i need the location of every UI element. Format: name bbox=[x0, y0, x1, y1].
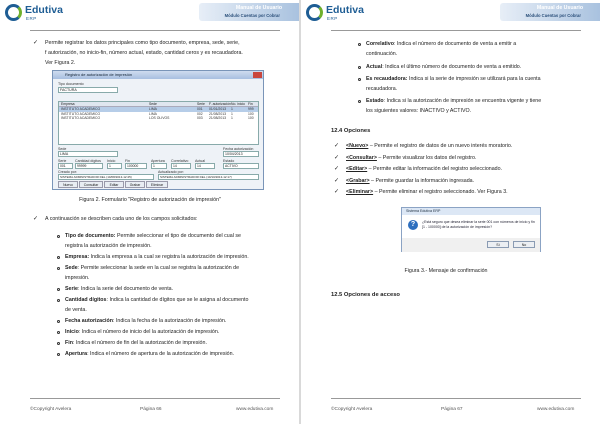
field-name: Correlativo bbox=[366, 41, 394, 47]
table-cell: 999 bbox=[248, 107, 254, 111]
actual-input[interactable]: 14 bbox=[195, 163, 215, 169]
page-67 bbox=[301, 0, 600, 424]
question-icon: ? bbox=[408, 220, 418, 230]
bullet-circle-icon bbox=[57, 353, 60, 356]
serie-input[interactable]: 001 bbox=[58, 163, 73, 169]
table-cell: 1 bbox=[231, 111, 233, 116]
table-cell: 100 bbox=[248, 111, 254, 116]
check-icon: ✓ bbox=[334, 177, 340, 184]
apertura-input[interactable]: 1 bbox=[151, 163, 167, 169]
option-item bbox=[346, 188, 508, 198]
check-icon: ✓ bbox=[334, 143, 340, 149]
table-cell: INSTITUTO ACADEMICO bbox=[61, 116, 101, 120]
actualizado-label: Actualizado por: bbox=[158, 170, 184, 174]
field-description bbox=[366, 107, 471, 117]
eliminar-button[interactable]: Eliminar bbox=[146, 181, 168, 188]
estado-select[interactable]: ACTIVO bbox=[223, 163, 259, 169]
estado-label: Estado bbox=[223, 159, 235, 163]
autorizaciones-table bbox=[58, 101, 259, 145]
table-row[interactable] bbox=[59, 116, 258, 121]
table-cell: 01/01/2013 bbox=[209, 107, 226, 111]
table-cell: 1 bbox=[231, 107, 233, 111]
column-header: Serie bbox=[197, 102, 205, 106]
nuevo-button[interactable]: Nuevo bbox=[58, 181, 78, 188]
banner-subtitle: Módulo Cuentas por Cobrar bbox=[525, 13, 581, 18]
field-text: : Indica el último número de documento de venta a emitido. bbox=[382, 64, 522, 70]
logo-ring-icon bbox=[5, 4, 22, 21]
option-name: <Grabar> bbox=[346, 177, 370, 184]
field-name: Estado bbox=[366, 98, 384, 104]
table-cell: LOS OLIVOS bbox=[149, 116, 170, 120]
field-text: : Indica el número de documento de venta a emitir a bbox=[393, 41, 517, 47]
field-description bbox=[366, 50, 397, 60]
field-text: : Indica el número de fin del la autorización de impresión. bbox=[72, 340, 207, 346]
footer-rule bbox=[331, 398, 581, 399]
field-text: impresión. bbox=[65, 275, 90, 281]
field-text: : Indica la serie del documento de venta. bbox=[77, 286, 174, 292]
footer-copyright: ©Copyright Avelera bbox=[331, 407, 373, 412]
table-cell: 1 bbox=[231, 116, 233, 120]
field-text: los siguientes valores: INACTIVO y ACTIVO. bbox=[366, 108, 472, 114]
footer-website: www.edutiva.com bbox=[537, 407, 575, 412]
bullet-circle-icon bbox=[57, 331, 60, 334]
footer-page-number: Página 67 bbox=[441, 407, 463, 412]
yes-button[interactable]: Sí bbox=[487, 241, 509, 248]
field-text: : Indica el número de apertura de la autorización de impresión. bbox=[87, 351, 235, 357]
correlativo-label: Correlativo bbox=[171, 159, 189, 163]
field-name: Apertura bbox=[65, 351, 88, 357]
bullet-circle-icon bbox=[358, 100, 361, 103]
field-name: Empresa: bbox=[65, 254, 90, 260]
column-header: Fin bbox=[248, 102, 253, 106]
field-name: Serie bbox=[65, 286, 78, 292]
header-rule bbox=[331, 30, 581, 31]
dialog-titlebar bbox=[402, 208, 540, 215]
field-name: Fecha autorización bbox=[65, 318, 113, 324]
apertura-label: Apertura bbox=[151, 159, 165, 163]
table-cell: 21/08/2013 bbox=[209, 116, 226, 120]
option-name: <Eliminar> bbox=[346, 189, 374, 195]
option-text: – Permite el registro de datos de un nuevo interés moratorio. bbox=[368, 143, 513, 149]
registro-autorizacion-window bbox=[52, 70, 264, 190]
table-cell: 003 bbox=[197, 116, 203, 120]
fields-intro: A continuación se describen cada uno de los campos solicitados: bbox=[45, 216, 198, 222]
inicio-label: Inicio bbox=[107, 159, 116, 163]
logo-sub: ERP bbox=[327, 16, 338, 21]
field-description bbox=[366, 85, 397, 95]
no-button[interactable]: No bbox=[513, 241, 535, 248]
option-text: – Permite editar la información del registro seleccionado. bbox=[367, 166, 503, 172]
option-text: – Permite guardar la información ingresada. bbox=[369, 177, 475, 184]
table-cell: INSTITUTO ACADEMICO bbox=[61, 111, 101, 116]
confirm-dialog bbox=[401, 207, 541, 252]
check-icon: ✓ bbox=[334, 154, 340, 161]
option-name: <Nuevo> bbox=[346, 143, 369, 149]
bullet-circle-icon bbox=[57, 342, 60, 345]
tipo-select[interactable]: FACTURA bbox=[58, 87, 118, 93]
option-text: – Permite eliminar el registro seleccionado. Ver Figura 3. bbox=[373, 189, 508, 195]
bullet-circle-icon bbox=[57, 256, 60, 259]
field-name: Inicio bbox=[65, 329, 79, 335]
field-text: registra la autorización de impresión. bbox=[65, 243, 152, 249]
footer-page-number: Página 66 bbox=[140, 407, 162, 412]
correlativo-input[interactable]: 14 bbox=[171, 163, 191, 169]
field-description bbox=[65, 274, 89, 284]
figure-2-caption: Figura 2. Formulario "Registro de autorización de impresión" bbox=[79, 197, 221, 203]
sede-select[interactable]: LIMA bbox=[58, 151, 118, 157]
field-name: Tipo de documento: bbox=[65, 233, 116, 239]
logo-ring-icon bbox=[306, 4, 323, 21]
field-description bbox=[366, 40, 516, 50]
figure-3-caption: Figura 3.- Mensaje de confirmación bbox=[404, 268, 488, 274]
column-header: Empresa bbox=[61, 102, 75, 106]
field-name: Sede bbox=[65, 265, 78, 271]
field-text: : Permite seleccionar la sede en la cual se registra la autorización de bbox=[77, 265, 240, 271]
field-description bbox=[65, 264, 239, 274]
bullet-circle-icon bbox=[358, 66, 361, 69]
option-item bbox=[346, 165, 502, 175]
check-icon: ✓ bbox=[334, 166, 340, 172]
column-header: Sede bbox=[149, 102, 157, 106]
column-header: F. autorización bbox=[209, 102, 231, 106]
table-cell: INSTITUTO ACADEMICO bbox=[61, 107, 101, 111]
window-toolbar bbox=[58, 181, 259, 188]
logo-text: Edutiva bbox=[326, 4, 364, 16]
banner-subtitle: Módulo Cuentas por Cobrar bbox=[224, 13, 280, 18]
field-text: : Indica si la autorización de impresión se encuentra vigente y tiene bbox=[383, 98, 542, 104]
footer-website: www.edutiva.com bbox=[236, 407, 274, 412]
logo-sub: ERP bbox=[26, 16, 37, 21]
bullet-circle-icon bbox=[57, 320, 60, 323]
field-description bbox=[65, 317, 226, 327]
dialog-title: Sistema Edutiva ERP bbox=[406, 209, 441, 213]
table-cell: LIMA bbox=[149, 107, 157, 111]
field-text: recaudadora. bbox=[366, 86, 398, 92]
field-description bbox=[65, 306, 87, 316]
check-icon: ✓ bbox=[33, 216, 39, 222]
banner-title: Manual de Usuario bbox=[536, 5, 583, 11]
section-heading-acceso: 12.5 Opciones de acceso bbox=[331, 292, 400, 298]
option-item bbox=[346, 154, 476, 164]
field-description bbox=[65, 242, 152, 252]
field-text: Indica la empresa a la cual se registra la autorización de impresión. bbox=[89, 254, 249, 260]
section-heading-opciones: 12.4 Opciones bbox=[331, 128, 371, 134]
bullet-circle-icon bbox=[358, 43, 361, 46]
header-rule bbox=[30, 30, 280, 31]
field-description bbox=[65, 232, 241, 242]
dialog-message: ¿Está seguro que desea eliminar la serie 001 con números de inicio y fin [1 - 100000] de la autorización de impresión? bbox=[422, 220, 535, 229]
field-name: Cantidad dígitos bbox=[65, 297, 107, 303]
field-description bbox=[65, 296, 248, 306]
close-icon[interactable] bbox=[253, 72, 262, 78]
field-text: : Indica el número de inicio del la autorización de impresión. bbox=[78, 329, 220, 335]
window-title: Registro de autorización de impresión bbox=[65, 72, 133, 77]
tipo-label: Tipo documento bbox=[58, 82, 84, 86]
field-name: Fin bbox=[65, 340, 73, 346]
table-cell: 002 bbox=[197, 111, 203, 116]
column-header: No. inicio bbox=[231, 102, 245, 106]
field-name: Actual bbox=[366, 64, 383, 70]
table-cell: LIMA bbox=[149, 111, 157, 116]
actualizado-input: SISTEMA ADMINISTRADOR DEL (10/10/2013-12:17) bbox=[158, 174, 259, 180]
fin-input[interactable]: 100000 bbox=[125, 163, 147, 169]
table-cell: 21/08/2013 bbox=[209, 111, 226, 116]
page-header bbox=[0, 0, 299, 26]
bullet-circle-icon bbox=[358, 78, 361, 81]
inicio-input[interactable]: 1 bbox=[107, 163, 122, 169]
header-banner bbox=[199, 3, 299, 21]
footer-rule bbox=[30, 398, 280, 399]
page-66 bbox=[0, 0, 299, 424]
bullet-circle-icon bbox=[57, 235, 60, 238]
fecha-input[interactable]: 10/04/2013 bbox=[223, 151, 259, 157]
field-description bbox=[65, 350, 234, 360]
creado-label: Creado por: bbox=[58, 170, 77, 174]
edutiva-logo bbox=[5, 4, 75, 24]
option-item bbox=[346, 177, 474, 187]
consultar-button[interactable]: Consultar bbox=[79, 181, 103, 188]
bullet-circle-icon bbox=[57, 299, 60, 302]
header-banner bbox=[500, 3, 600, 21]
field-description bbox=[65, 328, 219, 338]
page-header bbox=[301, 0, 600, 26]
option-text: – Permite visualizar los datos del registro. bbox=[376, 154, 477, 161]
grabar-button[interactable]: Grabar bbox=[125, 181, 145, 188]
sede-label: Sede bbox=[58, 147, 67, 151]
table-cell: 001 bbox=[197, 107, 203, 111]
check-icon: ✓ bbox=[33, 40, 39, 46]
field-description bbox=[65, 253, 249, 263]
editar-button[interactable]: Editar bbox=[104, 181, 124, 188]
fecha-label: Fecha autorización bbox=[223, 147, 254, 151]
logo-text: Edutiva bbox=[25, 4, 63, 16]
digitos-input[interactable]: 99999 bbox=[75, 163, 103, 169]
intro-line: Permite registrar los datos principales como tipo documento, empresa, sede, serie, bbox=[45, 40, 240, 46]
field-text: : Indica la fecha de la autorización de impresión. bbox=[112, 318, 227, 324]
field-description bbox=[65, 339, 207, 349]
digitos-label: Cantidad dígitos bbox=[75, 159, 101, 163]
field-description bbox=[366, 63, 521, 73]
actual-label: Actual bbox=[195, 159, 205, 163]
serie-label: Serie bbox=[58, 159, 67, 163]
field-description bbox=[65, 285, 173, 295]
check-icon: ✓ bbox=[334, 189, 340, 195]
intro-line: f autorización, no inicio-fin, número actual, estado, cantidad ceros y es recaudadora. bbox=[45, 50, 243, 56]
bullet-circle-icon bbox=[57, 288, 60, 291]
field-text: continuación. bbox=[366, 51, 398, 57]
field-text: de venta. bbox=[65, 307, 87, 313]
field-text: : Indica la cantidad de dígitos que se le asigna al documento bbox=[106, 297, 249, 303]
creado-input: SISTEMA ADMINISTRADOR DEL (10/08/2013-12:45) bbox=[58, 174, 154, 180]
option-item bbox=[346, 142, 512, 152]
field-text: Indica si la serie de impresión se utilizará para la cuenta bbox=[407, 76, 541, 82]
table-cell: 100 bbox=[248, 116, 254, 120]
option-name: <Editar> bbox=[346, 166, 368, 172]
bullet-circle-icon bbox=[57, 267, 60, 270]
field-text: Permite seleccionar el tipo de documento del cual se bbox=[115, 233, 241, 239]
edutiva-logo bbox=[306, 4, 376, 24]
option-name: <Consultar> bbox=[346, 154, 377, 161]
field-description bbox=[366, 97, 541, 107]
field-name: Es recaudadora: bbox=[366, 76, 408, 82]
footer-copyright: ©Copyright Avelera bbox=[30, 407, 72, 412]
field-description bbox=[366, 75, 541, 85]
window-titlebar bbox=[53, 71, 263, 79]
fin-label: Fin bbox=[125, 159, 130, 163]
banner-title: Manual de Usuario bbox=[235, 5, 282, 11]
intro-line: Ver Figura 2. bbox=[45, 60, 76, 66]
